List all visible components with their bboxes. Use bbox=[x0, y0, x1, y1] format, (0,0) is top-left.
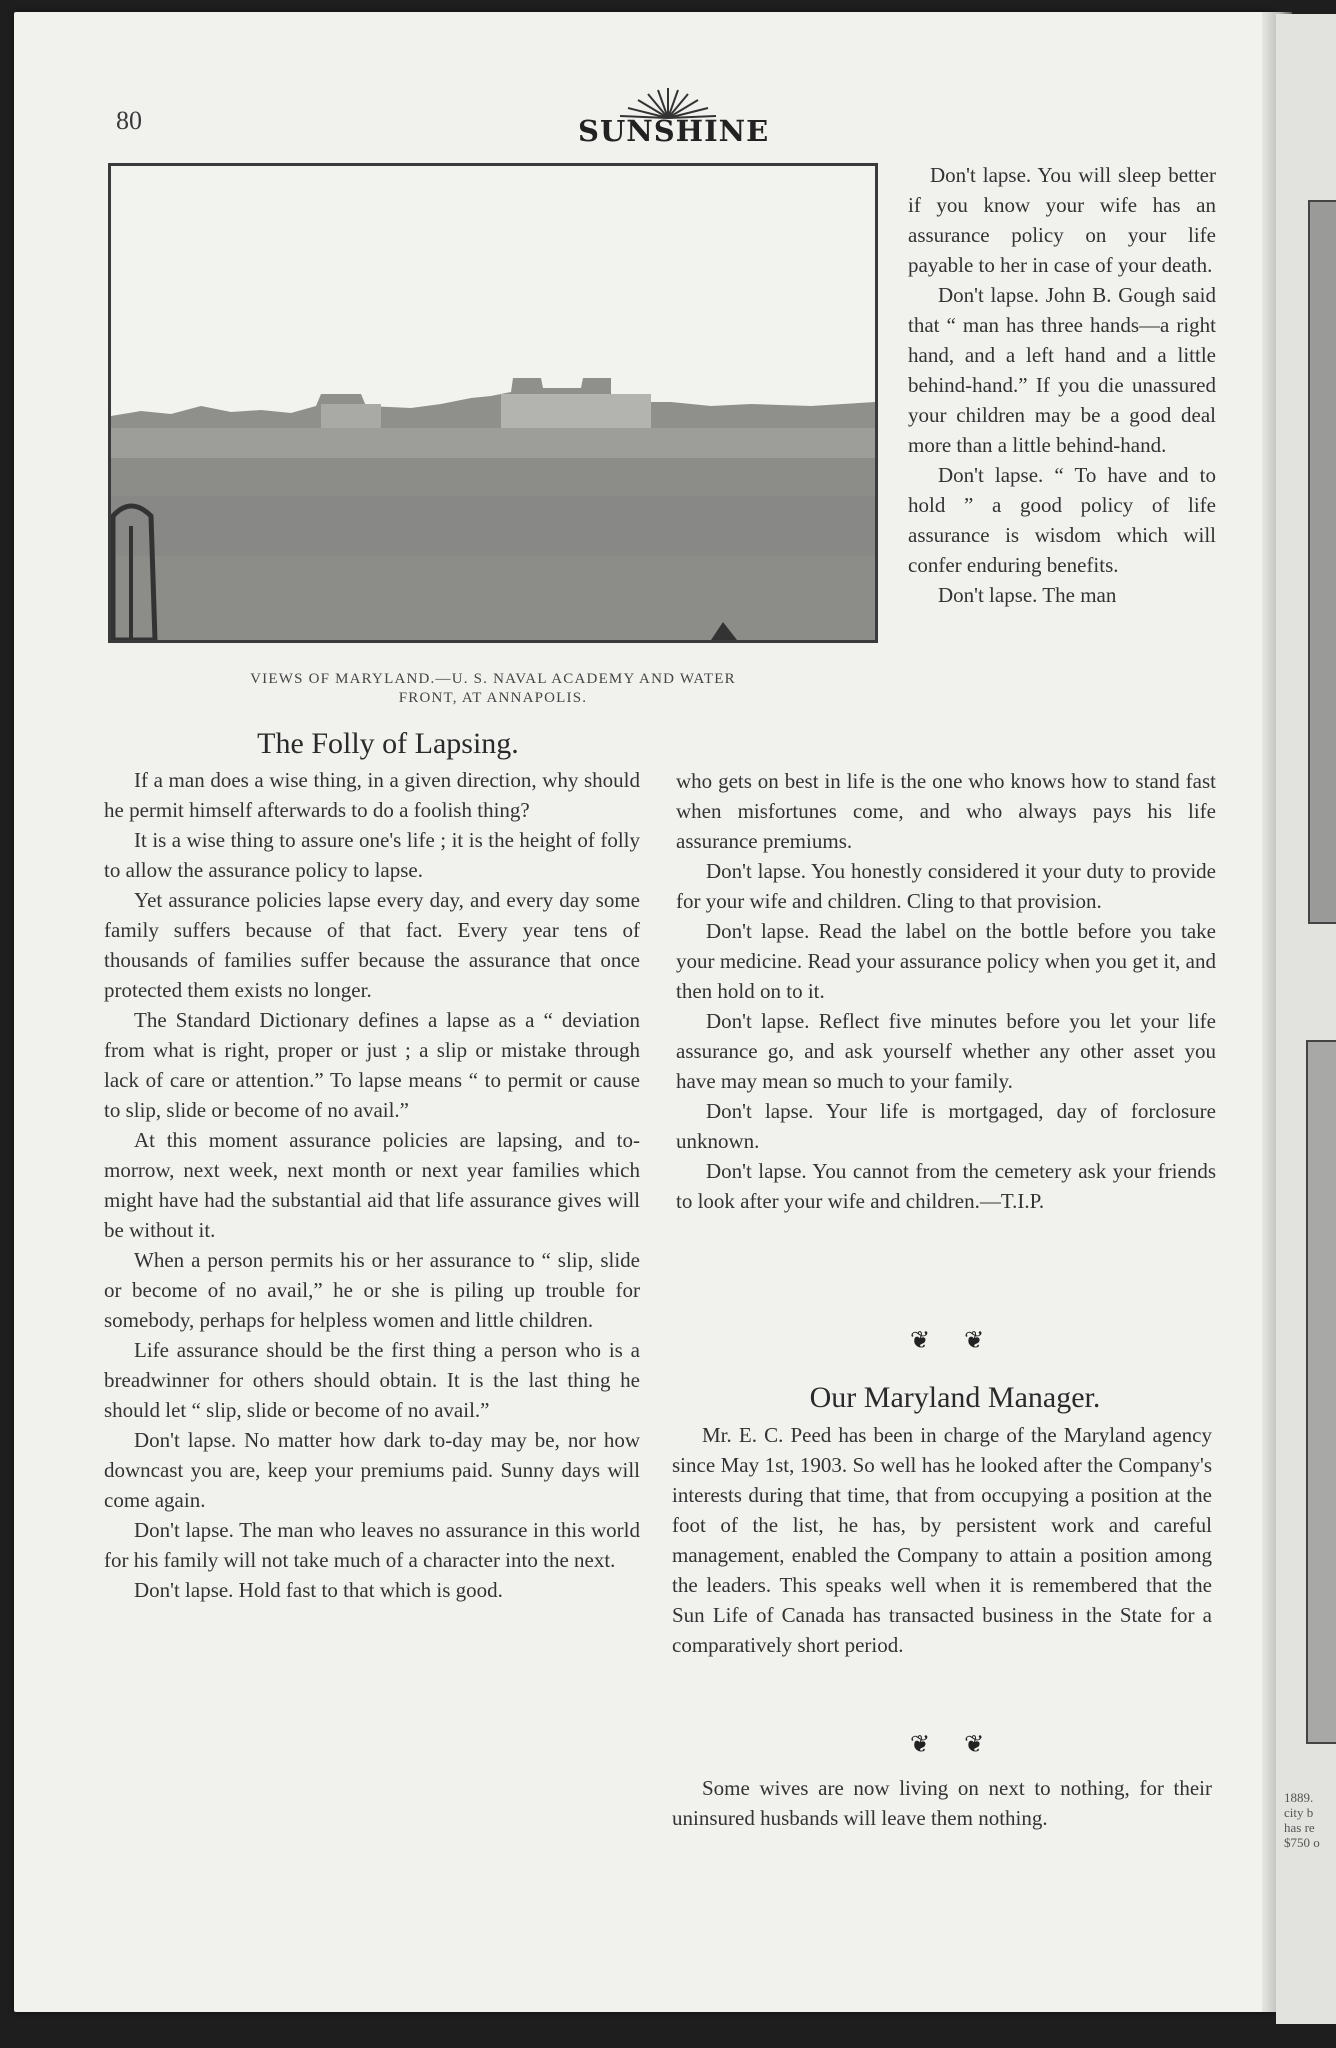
article-paragraph: If a man does a wise thing, in a given direction, why should he permit himself afterwards to do a foolish thing? bbox=[104, 768, 640, 822]
caption-line: VIEWS OF MARYLAND.—U. S. NAVAL ACADEMY AND WATER bbox=[250, 671, 736, 687]
article-paragraph: Don't lapse. The man bbox=[938, 583, 1117, 607]
article-paragraph: Don't lapse. The man who leaves no assurance in this world for his family will not take much of a character into the next. bbox=[104, 1518, 640, 1572]
closing-note bbox=[672, 1773, 1212, 1833]
article-paragraph: Don't lapse. You honestly considered it your duty to provide for your wife and children. Cling to that provision. bbox=[676, 859, 1216, 913]
adjacent-page-photo bbox=[1308, 200, 1336, 924]
folly-article-left-column bbox=[104, 765, 640, 1605]
section-ornament: ❦ ❦ bbox=[910, 1328, 999, 1354]
article-paragraph: Yet assurance policies lapse every day, and every day some family suffers because of that fact. Every year tens of thousands of families suffer because the assurance that once protected them exists no longer. bbox=[104, 888, 640, 1002]
page-number: 80 bbox=[116, 106, 142, 135]
article-paragraph: At this moment assurance policies are lapsing, and to-morrow, next week, next month or next year families which might have had the substantial aid that life assurance gives will be without it. bbox=[104, 1128, 640, 1242]
adjacent-line: has re bbox=[1284, 1820, 1315, 1835]
article-paragraph: The Standard Dictionary defines a lapse as a “ deviation from what is right, proper or just ; a slip or mistake through lack of care or attention.” To lapse means “ to permit or cause to slip, slide or become of no avail.” bbox=[104, 1008, 640, 1122]
article-paragraph: Don't lapse. Reflect five minutes before you let your life assurance go, and ask yourself whether any other asset you have may mean so much to your family. bbox=[676, 1009, 1216, 1093]
masthead bbox=[578, 80, 770, 150]
caption-line: FRONT, AT ANNAPOLIS. bbox=[398, 690, 588, 706]
manager-heading: Our Maryland Manager. bbox=[809, 1381, 1101, 1414]
article-paragraph: Don't lapse. “ To have and to hold ” a good policy of life assurance is wisdom which will confer enduring benefits. bbox=[908, 463, 1216, 577]
folly-heading: The Folly of Lapsing. bbox=[257, 727, 519, 760]
article-paragraph: Some wives are now living on next to nothing, for their uninsured husbands will leave them nothing. bbox=[672, 1776, 1212, 1830]
folly-article-right-top bbox=[908, 160, 1216, 610]
article-paragraph: Don't lapse. Read the label on the bottle before you take your medicine. Read your assurance policy when you get it, and then hold on to it. bbox=[676, 919, 1216, 1003]
adjacent-line: city b bbox=[1284, 1805, 1314, 1820]
article-paragraph: It is a wise thing to assure one's life ; it is the height of folly to allow the assurance policy to lapse. bbox=[104, 828, 640, 882]
photo-caption bbox=[108, 670, 878, 708]
article-paragraph: who gets on best in life is the one who knows how to stand fast when misfortunes come, and who always pays his life assurance premiums. bbox=[676, 769, 1216, 853]
manager-article bbox=[672, 1420, 1212, 1660]
article-paragraph: Life assurance should be the first thing a person who is a breadwinner for others should obtain. It is the last thing he should let “ slip, slide or become of no avail.” bbox=[104, 1338, 640, 1422]
adjacent-line: 1889. bbox=[1284, 1790, 1314, 1805]
folly-article-right-column bbox=[676, 766, 1216, 1216]
article-paragraph: When a person permits his or her assurance to “ slip, slide or become of no avail,” he or she is piling up trouble for somebody, perhaps for helpless women and little children. bbox=[104, 1248, 640, 1332]
article-paragraph: Don't lapse. John B. Gough said that “ man has three hands—a right hand, and a left hand and a little behind-hand.” If you die unassured your children may be a good deal more than a little behind-hand. bbox=[908, 283, 1216, 457]
naval-academy-photo bbox=[108, 163, 878, 643]
article-paragraph: Don't lapse. You cannot from the cemetery ask your friends to look after your wife and children.—T.I.P. bbox=[676, 1159, 1216, 1213]
section-ornament: ❦ ❦ bbox=[910, 1732, 999, 1758]
masthead-title: SUNSHINE bbox=[578, 114, 770, 148]
article-paragraph: Mr. E. C. Peed has been in charge of the Maryland agency since May 1st, 1903. So well has he looked after the Company's interests during that time, that from occupying a position at the foot of the list, he has, by persistent work and careful management, enabled the Company to attain a position among the leaders. This speaks well when it is remembered that the Sun Life of Canada has transacted business in the State for a comparatively short period. bbox=[672, 1423, 1212, 1657]
adjacent-line: $750 o bbox=[1284, 1835, 1320, 1850]
article-paragraph: Don't lapse. Hold fast to that which is good. bbox=[134, 1578, 503, 1602]
article-paragraph: Don't lapse. No matter how dark to-day may be, nor how downcast you are, keep your premiums paid. Sunny days will come again. bbox=[104, 1428, 640, 1512]
adjacent-page-text bbox=[1284, 1790, 1336, 1850]
article-paragraph: Don't lapse. You will sleep better if you know your wife has an assurance policy on your life payable to her in case of your death. bbox=[908, 163, 1216, 277]
adjacent-page-photo bbox=[1306, 1040, 1336, 1744]
article-paragraph: Don't lapse. Your life is mortgaged, day of forclosure unknown. bbox=[676, 1099, 1216, 1153]
